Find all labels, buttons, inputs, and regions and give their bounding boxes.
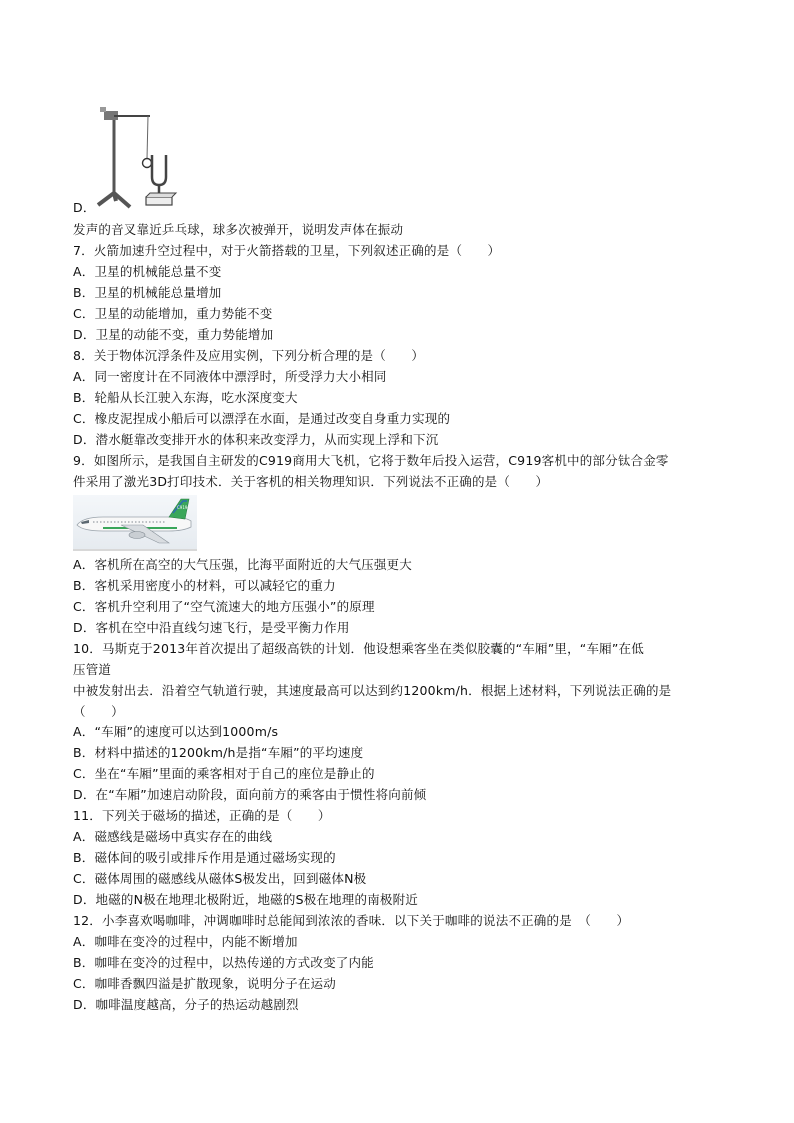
q12-option-a: A．咖啡在变冷的过程中，内能不断增加 (73, 934, 298, 949)
q11-stem: 11．下列关于磁场的描述，正确的是（ ） (73, 808, 331, 823)
q11-option-b: B．磁体间的吸引或排斥作用是通过磁场实现的 (73, 850, 336, 865)
q12-option-b: B．咖啡在变冷的过程中，以热传递的方式改变了内能 (73, 955, 374, 970)
q10-option-c: C．坐在“车厢”里面的乘客相对于自己的座位是静止的 (73, 766, 375, 781)
q7-option-a: A．卫星的机械能总量不变 (73, 264, 222, 279)
q12-stem: 12．小李喜欢喝咖啡，冲调咖啡时总能闻到浓浓的香味．以下关于咖啡的说法不正确的是 （ ） (73, 913, 630, 928)
c919-airplane-figure (73, 495, 197, 553)
q11-option-a: A．磁感线是磁场中真实存在的曲线 (73, 829, 273, 844)
q9-option-b: B．客机采用密度小的材料，可以减轻它的重力 (73, 578, 336, 593)
q10-option-a: A．“车厢”的速度可以达到1000m/s (73, 724, 279, 739)
q9-option-a: A．客机所在高空的大气压强，比海平面附近的大气压强更大 (73, 557, 412, 572)
q7-stem: 7．火箭加速升空过程中，对于火箭搭载的卫星，下列叙述正确的是（ ） (73, 243, 501, 258)
q10-stem-line4: （ ） (73, 704, 124, 719)
q11-option-d: D．地磁的N极在地理北极附近，地磁的S极在地理的南极附近 (73, 892, 419, 907)
q12-option-c: C．咖啡香飘四溢是扩散现象，说明分子在运动 (73, 976, 336, 991)
q9-stem-line2: 件采用了激光3D打印技术．关于客机的相关物理知识．下列说法不正确的是（ ） (73, 474, 549, 489)
q10-stem-line2: 压管道 (73, 662, 112, 677)
q10-stem-line1: 10．马斯克于2013年首次提出了超级高铁的计划．他设想乘客坐在类似胶囊的“车厢”里，“车厢”在低 (73, 641, 644, 656)
q8-option-d: D．潜水艇靠改变排开水的体积来改变浮力，从而实现上浮和下沉 (73, 432, 439, 447)
q8-option-c: C．橡皮泥捏成小船后可以漂浮在水面，是通过改变自身重力实现的 (73, 411, 451, 426)
q7-option-b: B．卫星的机械能总量增加 (73, 285, 222, 300)
tuning-fork-figure (92, 103, 182, 213)
q7-option-c: C．卫星的动能增加，重力势能不变 (73, 306, 273, 321)
q6-option-d-caption: 发声的音叉靠近乒乓球，球多次被弹开，说明发声体在振动 (73, 222, 404, 237)
q11-option-c: C．磁体周围的磁感线从磁体S极发出，回到磁体N极 (73, 871, 367, 886)
q7-option-d: D．卫星的动能不变，重力势能增加 (73, 327, 274, 342)
q6-option-d-label: D． (73, 200, 96, 215)
q9-option-d: D．客机在空中沿直线匀速飞行，是受平衡力作用 (73, 620, 350, 635)
q8-option-a: A．同一密度计在不同液体中漂浮时，所受浮力大小相同 (73, 369, 387, 384)
q10-option-d: D．在“车厢”加速启动阶段，面向前方的乘客由于惯性将向前倾 (73, 787, 427, 802)
q9-stem-line1: 9．如图所示，是我国自主研发的C919商用大飞机，它将于数年后投入运营，C919客机中的部分钛合金零 (73, 453, 669, 468)
airplane-tail-mark: C919 (177, 505, 188, 510)
q10-stem-line3: 中被发射出去．沿着空气轨道行驶，其速度最高可以达到约1200km/h．根据上述材料，下列说法正确的是 (73, 683, 672, 698)
q12-option-d: D．咖啡温度越高，分子的热运动越剧烈 (73, 997, 299, 1012)
q8-option-b: B．轮船从长江驶入东海，吃水深度变大 (73, 390, 298, 405)
q10-option-b: B．材料中描述的1200km/h是指“车厢”的平均速度 (73, 745, 364, 760)
q8-stem: 8．关于物体沉浮条件及应用实例，下列分析合理的是（ ） (73, 348, 425, 363)
q9-option-c: C．客机升空利用了“空气流速大的地方压强小”的原理 (73, 599, 375, 614)
